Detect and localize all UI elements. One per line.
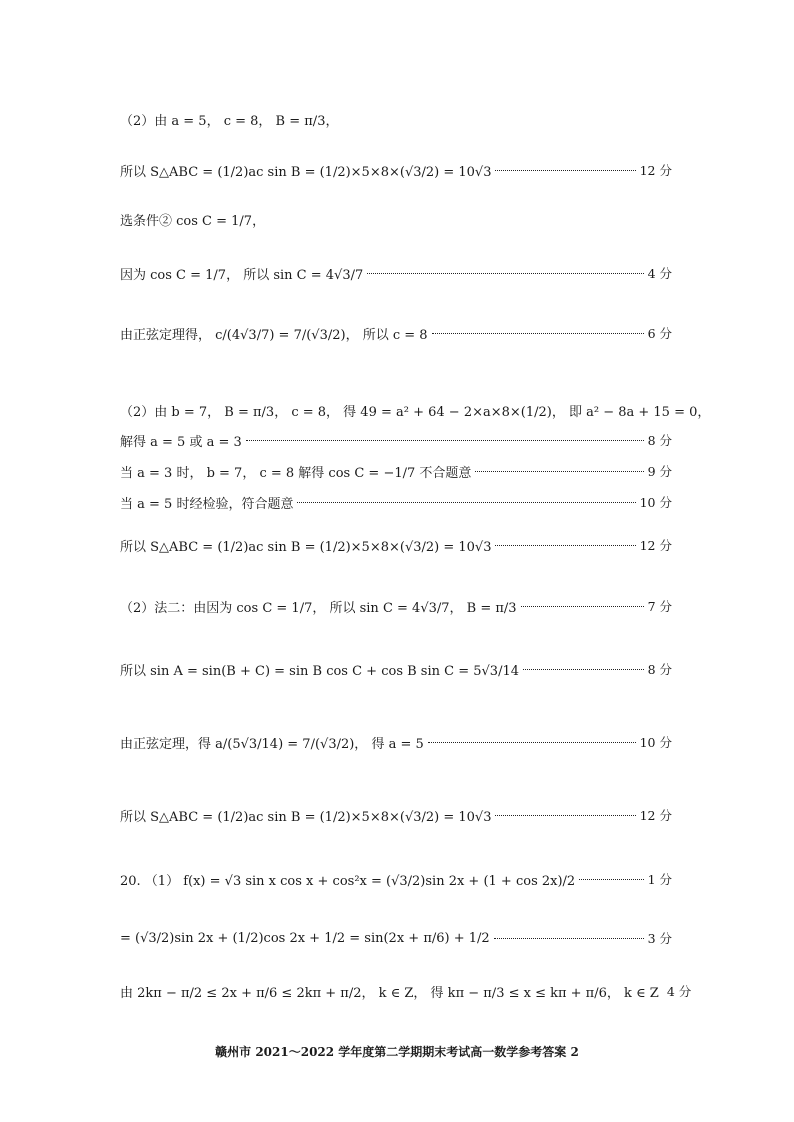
dotted-leader <box>495 814 635 816</box>
solution-line <box>120 206 672 232</box>
solution-line <box>120 157 672 183</box>
line-text: （2）由 b = 7， B = π/3， c = 8， 得 49 = a² + 64 − 2×a×8×(1/2)， 即 a² − 8a + 15 = 0， <box>120 404 711 420</box>
dotted-leader <box>495 544 635 546</box>
solution-line <box>120 397 711 423</box>
line-text: 所以 S△ABC = (1/2)ac sin B = (1/2)×5×8×(√3/2) = 10√3 <box>120 539 492 555</box>
score-label: 10 分 <box>639 495 672 510</box>
solution-line <box>120 866 672 892</box>
score-label: 7 分 <box>647 599 672 614</box>
score-label: 12 分 <box>639 163 672 178</box>
dotted-leader <box>297 501 635 503</box>
line-text: 选条件② cos C = 1/7， <box>120 213 266 229</box>
line-text: （2）由 a = 5， c = 8， B = π/3， <box>120 113 339 129</box>
score-label: 8 分 <box>647 433 672 448</box>
line-text: = (√3/2)sin 2x + (1/2)cos 2x + 1/2 = sin(2x + π/6) + 1/2 <box>120 930 490 946</box>
solution-line <box>120 593 672 619</box>
line-text: 因为 cos C = 1/7， 所以 sin C = 4√3/7 <box>120 267 364 283</box>
line-text: 由 2kπ − π/2 ≤ 2x + π/6 ≤ 2kπ + π/2， k ∈ Z， 得 kπ − π/3 ≤ x ≤ kπ + π/6， k ∈ Z <box>120 985 659 1001</box>
solution-line <box>120 458 672 484</box>
line-text: 由正弦定理，得 a/(5√3/14) = 7/(√3/2)， 得 a = 5 <box>120 736 424 752</box>
line-text: （2）法二：由因为 cos C = 1/7， 所以 sin C = 4√3/7， B = π/3 <box>120 600 517 616</box>
solution-line <box>120 978 692 1004</box>
score-label: 12 分 <box>639 808 672 823</box>
solution-line <box>120 260 672 286</box>
score-label: 4 分 <box>666 984 692 999</box>
solution-line <box>120 106 672 132</box>
dotted-leader <box>523 668 644 670</box>
score-label: 4 分 <box>647 266 672 281</box>
line-text: 所以 S△ABC = (1/2)ac sin B = (1/2)×5×8×(√3/2) = 10√3 <box>120 164 492 180</box>
score-label: 8 分 <box>647 662 672 677</box>
page-footer: 赣州市 2021～2022 学年度第二学期期末考试高一数学参考答案 2 <box>215 1045 579 1059</box>
dotted-leader <box>521 605 644 607</box>
line-text: 所以 S△ABC = (1/2)ac sin B = (1/2)×5×8×(√3/2) = 10√3 <box>120 809 492 825</box>
solution-line <box>120 802 672 828</box>
line-text: 解得 a = 5 或 a = 3 <box>120 434 242 450</box>
dotted-leader <box>495 169 635 171</box>
dotted-leader <box>579 878 643 880</box>
score-label: 3 分 <box>647 931 672 946</box>
dotted-leader <box>494 937 644 939</box>
solution-line <box>120 489 672 515</box>
line-text: 所以 sin A = sin(B + C) = sin B cos C + cos B sin C = 5√3/14 <box>120 663 519 679</box>
dotted-leader <box>428 741 636 743</box>
dotted-leader <box>432 332 644 334</box>
score-label: 9 分 <box>647 464 672 479</box>
dotted-leader <box>246 439 644 441</box>
solution-line <box>120 729 672 755</box>
score-label: 12 分 <box>639 538 672 553</box>
solution-line <box>120 320 672 346</box>
solution-line <box>120 656 672 682</box>
solution-line <box>120 925 672 951</box>
line-text: 20. （1） f(x) = √3 sin x cos x + cos²x = (√3/2)sin 2x + (1 + cos 2x)/2 <box>120 873 576 889</box>
score-label: 6 分 <box>647 326 672 341</box>
solution-line <box>120 427 672 453</box>
dotted-leader <box>475 470 643 472</box>
line-text: 由正弦定理得， c/(4√3/7) = 7/(√3/2)， 所以 c = 8 <box>120 327 428 343</box>
score-label: 1 分 <box>647 872 672 887</box>
dotted-leader <box>367 272 643 274</box>
solution-line <box>120 532 672 558</box>
line-text: 当 a = 3 时， b = 7， c = 8 解得 cos C = −1/7 不合题意 <box>120 465 472 481</box>
score-label: 10 分 <box>639 735 672 750</box>
line-text: 当 a = 5 时经检验，符合题意 <box>120 496 294 512</box>
